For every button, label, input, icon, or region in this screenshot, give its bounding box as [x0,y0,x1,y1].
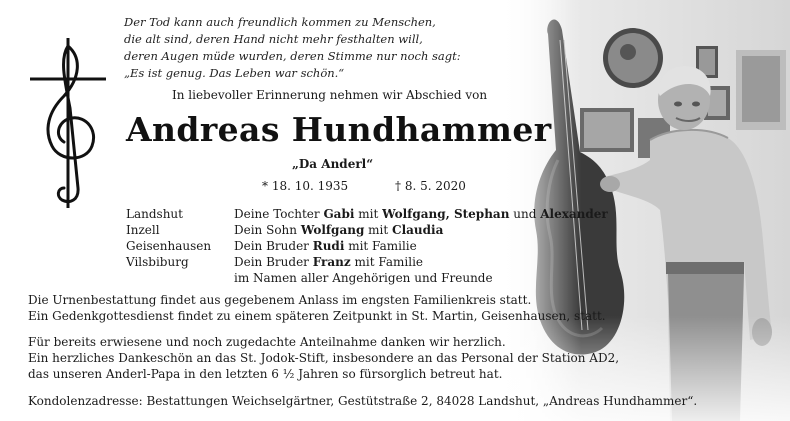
relative-line: Deine Tochter Gabi mit Wolfgang, Stephan und Alexander [234,207,608,221]
intro-text: In liebevoller Erinnerung nehmen wir Abschied von [172,88,488,102]
relatives-list [234,206,608,286]
place: Landshut [126,207,183,221]
birth-date: * 18. 10. 1935 [262,179,349,193]
place: Inzell [126,223,160,237]
poem [124,14,461,82]
relative-line: im Namen aller Angehörigen und Freunde [234,271,493,285]
funeral-line: Die Urnenbestattung findet aus gegebenem Anlass im engsten Familienkreis statt. [28,293,532,307]
place: Vilsbiburg [126,255,189,269]
funeral-info [28,292,606,324]
places-list [126,206,211,270]
poem-line: deren Augen müde wurden, deren Stimme nur noch sagt: [124,49,461,63]
poem-line: Der Tod kann auch freundlich kommen zu Menschen, [124,15,436,29]
relative-line: Dein Bruder Franz mit Familie [234,255,424,269]
relative-line: Dein Bruder Rudi mit Familie [234,239,417,253]
thanks-text [28,334,619,382]
place: Geisenhausen [126,239,212,253]
thanks-line: Ein herzliches Dankeschön an das St. Jodok-Stift, insbesondere an das Personal der Station AD2, [28,351,620,365]
relative-line: Dein Sohn Wolfgang mit Claudia [234,223,444,237]
death-date: † 8. 5. 2020 [395,179,466,193]
condolence-address: Kondolenzadresse: Bestattungen Weichselgärtner, Gestütstraße 2, 84028 Landshut, „Andreas Hundhammer“. [28,394,698,408]
thanks-line: Für bereits erwiesene und noch zugedachte Anteilnahme danken wir herzlich. [28,335,506,349]
deceased-name: Andreas Hundhammer [126,110,552,149]
treble-clef-cross-icon [30,38,110,208]
deceased-nickname: „Da Anderl“ [292,157,374,171]
poem-line: die alt sind, deren Hand nicht mehr festhalten will, [124,32,423,46]
thanks-line: das unseren Anderl-Papa in den letzten 6 ½ Jahren so fürsorglich betreut hat. [28,367,503,381]
poem-line: „Es ist genug. Das Leben war schön.“ [124,66,345,80]
funeral-line: Ein Gedenkgottesdienst findet zu einem späteren Zeitpunkt in St. Martin, Geisenhausen, statt. [28,309,606,323]
